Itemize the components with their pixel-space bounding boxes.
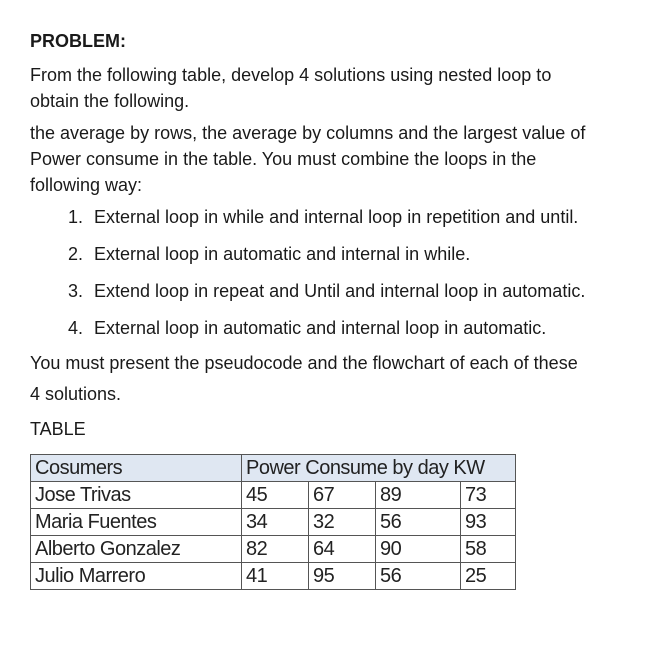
- list-item-text: Extend loop in repeat and Until and internal loop in automatic.: [94, 281, 586, 301]
- value-cell: 93: [461, 509, 516, 536]
- value-cell: 90: [376, 536, 461, 563]
- power-consume-table: [30, 454, 516, 590]
- loop-combination-list: [30, 204, 630, 341]
- list-item-text: External loop in while and internal loop in repetition and until.: [94, 207, 579, 227]
- consumer-name: Alberto Gonzalez: [31, 536, 242, 563]
- value-cell: 73: [461, 482, 516, 509]
- intro-line-2: obtain the following.: [30, 91, 190, 111]
- value-cell: 25: [461, 563, 516, 590]
- problem-document: [30, 28, 630, 590]
- header-consumers: Cosumers: [31, 455, 242, 482]
- intro-paragraph: [30, 62, 630, 114]
- list-item-number: 3.: [68, 281, 84, 301]
- list-item-number: 4.: [68, 318, 84, 338]
- value-cell: 67: [309, 482, 376, 509]
- value-cell: 56: [376, 509, 461, 536]
- value-cell: 32: [309, 509, 376, 536]
- value-cell: 82: [242, 536, 309, 563]
- list-item: [68, 278, 630, 304]
- value-cell: 95: [309, 563, 376, 590]
- value-cell: 41: [242, 563, 309, 590]
- header-power-consume: Power Consume by day KW: [242, 455, 516, 482]
- list-item: [68, 241, 630, 267]
- body-line-2: Power consume in the table. You must combine the loops in the: [30, 149, 537, 169]
- list-item: [68, 204, 630, 230]
- closing-line-1: You must present the pseudocode and the flowchart of each of these: [30, 353, 578, 373]
- body-line-1: the average by rows, the average by columns and the largest value of: [30, 123, 586, 143]
- table-row: [31, 509, 516, 536]
- list-item-number: 2.: [68, 244, 84, 264]
- problem-title: PROBLEM:: [30, 31, 126, 51]
- consumer-name: Maria Fuentes: [31, 509, 242, 536]
- table-row: [31, 536, 516, 563]
- consumer-name: Jose Trivas: [31, 482, 242, 509]
- table-row: [31, 482, 516, 509]
- value-cell: 34: [242, 509, 309, 536]
- value-cell: 58: [461, 536, 516, 563]
- list-item-number: 1.: [68, 207, 84, 227]
- body-line-3: following way:: [30, 175, 143, 195]
- table-label: TABLE: [30, 419, 86, 439]
- table-row: [31, 563, 516, 590]
- closing-paragraph: [30, 348, 630, 410]
- list-item: [68, 315, 630, 341]
- value-cell: 56: [376, 563, 461, 590]
- table-header-row: [31, 455, 516, 482]
- list-item-text: External loop in automatic and internal loop in automatic.: [94, 318, 547, 338]
- closing-line-2: 4 solutions.: [30, 384, 122, 404]
- value-cell: 89: [376, 482, 461, 509]
- list-item-text: External loop in automatic and internal in while.: [94, 244, 471, 264]
- consumer-name: Julio Marrero: [31, 563, 242, 590]
- value-cell: 64: [309, 536, 376, 563]
- body-paragraph: [30, 120, 630, 198]
- intro-line-1: From the following table, develop 4 solutions using nested loop to: [30, 65, 552, 85]
- value-cell: 45: [242, 482, 309, 509]
